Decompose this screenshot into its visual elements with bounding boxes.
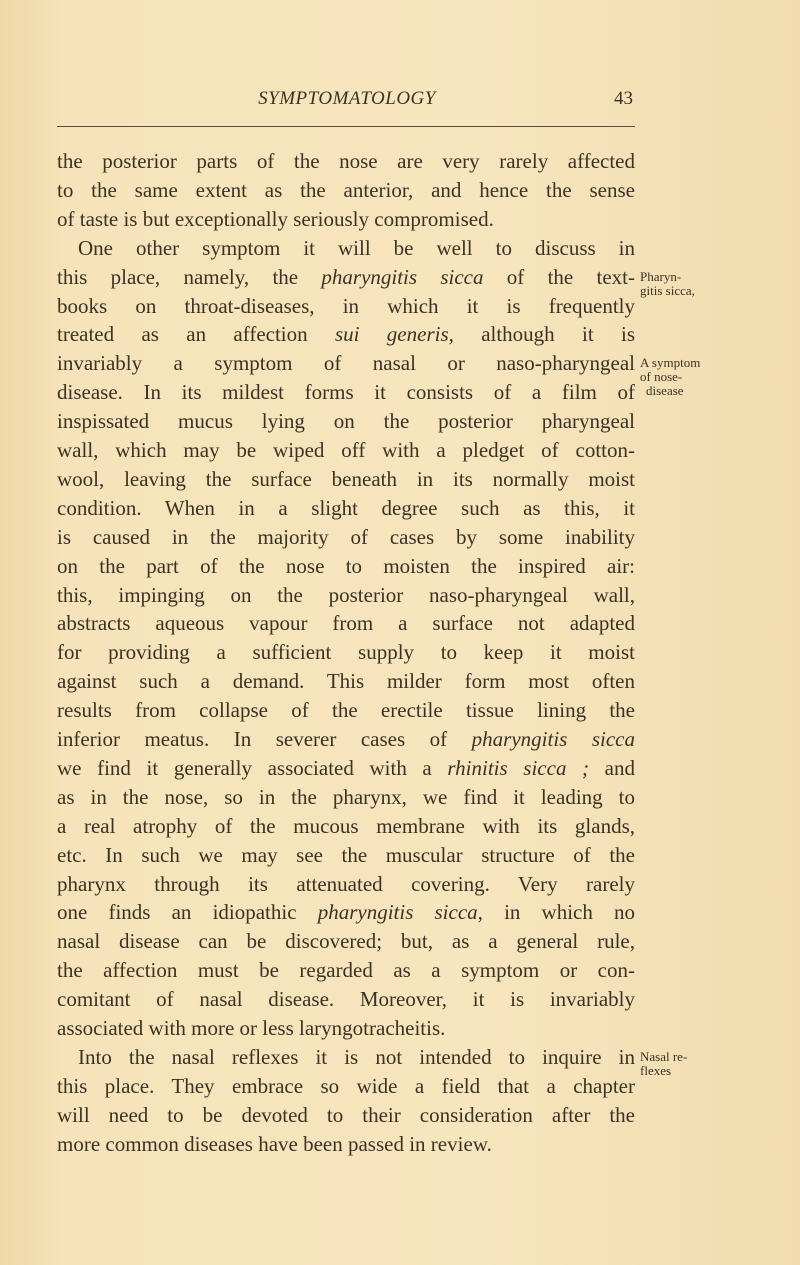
text-segment: books on throat-diseases, in which it is frequently	[57, 293, 635, 318]
text-line	[57, 725, 635, 754]
text-segment: inspissated mucus lying on the posterior pharyngeal	[57, 409, 635, 434]
text-line	[57, 263, 635, 292]
text-line	[57, 436, 635, 465]
margin-note-line: Nasal re-	[640, 1048, 688, 1064]
margin-note-line: flexes	[640, 1062, 672, 1078]
text-segment: a real atrophy of the mucous membrane with its glands,	[57, 813, 635, 838]
text-line	[57, 754, 635, 783]
text-segment: condition. When in a slight degree such as this, it	[57, 495, 635, 520]
text-line	[57, 494, 635, 523]
text-segment: this place. They embrace so wide a field that a chapter	[57, 1073, 635, 1098]
text-line	[57, 783, 635, 812]
text-segment: on the part of the nose to moisten the inspired air:	[57, 553, 635, 578]
margin-note-line: of nose-	[640, 369, 683, 385]
text-segment: inferior meatus. In severer cases of	[57, 727, 472, 751]
text-segment: against such a demand. This milder form most often	[57, 669, 635, 694]
text-line	[57, 176, 635, 205]
text-line	[57, 465, 635, 494]
text-line	[57, 667, 635, 696]
text-line	[57, 147, 635, 176]
text-line	[57, 523, 635, 552]
text-segment: abstracts aqueous vapour from a surface not adapted	[57, 611, 635, 636]
italic-text: pharyngitis sicca	[471, 727, 635, 751]
text-segment: disease. In its mildest forms it consists of a film of	[57, 380, 635, 405]
text-segment: Into the nasal reflexes it is not intended to inquire in	[78, 1044, 635, 1069]
text-segment: more common diseases have been passed in review.	[57, 1131, 492, 1156]
header-rule	[57, 126, 635, 127]
italic-text: pharyngitis sicca,	[317, 900, 483, 925]
text-segment: to the same extent as the anterior, and hence the sense	[57, 177, 635, 202]
text-segment: of the text-	[483, 264, 635, 289]
text-line	[57, 320, 635, 349]
text-line	[57, 956, 635, 985]
text-line	[57, 898, 635, 927]
text-line	[57, 841, 635, 870]
text-segment: wall, which may be wiped off with a pledget of cotton-	[57, 438, 635, 462]
text-segment: associated with more or less laryngotracheitis.	[57, 1016, 446, 1040]
page-number: 43	[614, 88, 633, 109]
text-line	[57, 407, 635, 436]
text-segment: in which no	[482, 900, 636, 925]
text-line	[57, 552, 635, 581]
text-segment: although it is	[453, 322, 636, 347]
text-line	[57, 1101, 635, 1130]
text-line	[57, 349, 635, 378]
text-segment: the affection must be regarded as a symptom or con-	[57, 958, 635, 983]
text-line	[57, 870, 635, 899]
italic-text: rhinitis sicca ;	[447, 755, 590, 780]
italic-text: pharyngitis sicca	[321, 264, 484, 289]
italic-text: sui generis,	[334, 322, 454, 347]
text-line	[57, 581, 635, 610]
text-segment: wool, leaving the surface beneath in its normally moist	[57, 466, 635, 491]
text-segment: pharynx through its attenuated covering. Very rarely	[57, 871, 635, 896]
text-segment: One other symptom it will be well to discuss in	[78, 235, 635, 260]
text-segment: one finds an idiopathic	[57, 900, 318, 925]
text-segment: is caused in the majority of cases by some inability	[57, 524, 635, 549]
text-line	[57, 985, 635, 1014]
text-segment: nasal disease can be discovered; but, as a general rule,	[57, 929, 635, 954]
text-line	[57, 1014, 635, 1043]
text-segment: results from collapse of the erectile tissue lining the	[57, 698, 635, 723]
text-segment: and	[589, 755, 635, 780]
text-line	[78, 234, 635, 263]
text-segment: invariably a symptom of nasal or naso-pharyngeal	[57, 351, 635, 376]
text-segment: for providing a sufficient supply to keep it moist	[57, 640, 635, 665]
text-line	[78, 1043, 635, 1072]
text-line	[57, 1072, 635, 1101]
margin-note	[640, 270, 695, 298]
margin-note-line: gitis sicca,	[640, 282, 695, 298]
text-segment: of taste is but exceptionally seriously compromised.	[57, 206, 494, 231]
running-title: SYMPTOMATOLOGY	[258, 88, 436, 109]
text-line	[57, 1130, 635, 1159]
text-segment: we find it generally associated with a	[57, 755, 448, 780]
text-segment: this, impinging on the posterior naso-pharyngeal wall,	[57, 582, 635, 607]
text-line	[57, 205, 635, 234]
text-line	[57, 927, 635, 956]
text-line	[57, 812, 635, 841]
text-segment: etc. In such we may see the muscular structure of the	[57, 842, 635, 867]
text-line	[57, 609, 635, 638]
text-segment: the posterior parts of the nose are very rarely affected	[57, 149, 635, 173]
text-segment: this place, namely, the	[57, 264, 322, 289]
text-segment: will need to be devoted to their consideration after the	[57, 1102, 635, 1127]
margin-note-line: disease	[646, 383, 684, 399]
text-line	[57, 696, 635, 725]
margin-note	[640, 1050, 687, 1078]
text-line	[57, 378, 635, 407]
text-segment: comitant of nasal disease. Moreover, it is invariably	[57, 987, 635, 1012]
text-segment: treated as an affection	[57, 322, 335, 347]
text-segment: as in the nose, so in the pharynx, we find it leading to	[57, 784, 635, 809]
margin-note	[640, 356, 700, 398]
margin-note-line: A symptom	[640, 355, 701, 371]
text-line	[57, 292, 635, 321]
margin-note-line: Pharyn-	[640, 268, 682, 284]
text-line	[57, 638, 635, 667]
